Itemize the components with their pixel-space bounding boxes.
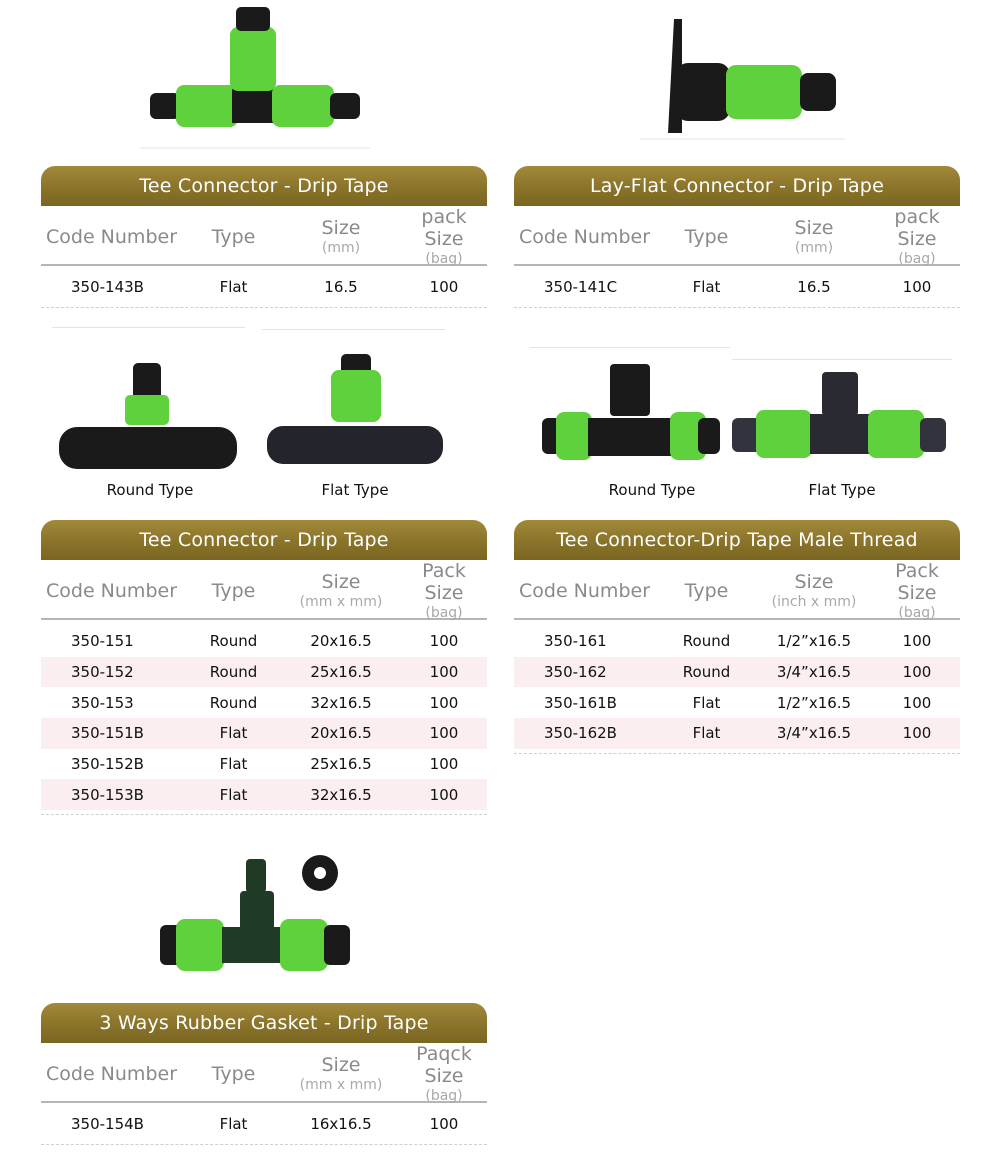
cell-size: 25x16.5 — [310, 755, 372, 774]
cell-pack: 100 — [429, 663, 459, 682]
cell-type: Flat — [219, 278, 248, 297]
cell-code: 350-154B — [71, 1115, 144, 1134]
cell-size: 1/2”x16.5 — [776, 632, 852, 651]
header-pack: Pack Size — [895, 560, 939, 604]
cell-size: 20x16.5 — [310, 724, 372, 743]
cell-type: Round — [209, 663, 258, 682]
cell-size: 32x16.5 — [310, 693, 372, 712]
cell-code: 350-153 — [71, 693, 134, 712]
caption-flat-type: Flat Type — [808, 481, 876, 499]
header-size: Size — [794, 217, 834, 239]
table-row — [514, 657, 960, 688]
cell-code: 350-161B — [544, 693, 617, 712]
header-size: Size — [321, 217, 361, 239]
cell-size: 25x16.5 — [310, 663, 372, 682]
cell-code: 350-151 — [71, 632, 134, 651]
cell-type: Round — [209, 693, 258, 712]
cell-pack: 100 — [429, 785, 459, 804]
cell-size: 20x16.5 — [310, 632, 372, 651]
section-title: Tee Connector - Drip Tape — [41, 520, 487, 560]
table-row — [41, 718, 487, 749]
cell-type: Round — [682, 663, 731, 682]
header-size: Size — [321, 571, 361, 593]
flat-tee-photo — [265, 350, 445, 470]
table-header — [41, 1043, 487, 1103]
product-table-rubber-gasket — [41, 1003, 487, 1145]
cell-size: 16.5 — [324, 278, 358, 297]
cell-pack: 100 — [429, 632, 459, 651]
product-table-lay-flat-connector — [514, 166, 960, 308]
cell-size: 32x16.5 — [310, 785, 372, 804]
header-size: Size — [321, 1054, 361, 1076]
cell-size: 16x16.5 — [310, 1115, 372, 1134]
header-size-unit: (mm) — [321, 240, 361, 256]
cell-size: 3/4”x16.5 — [776, 724, 852, 743]
cell-type: Flat — [219, 785, 248, 804]
header-pack-unit: (bag) — [425, 1088, 463, 1104]
cell-code: 350-161 — [544, 632, 607, 651]
table-row — [41, 687, 487, 718]
header-type: Type — [684, 226, 729, 248]
cell-pack: 100 — [429, 724, 459, 743]
table-row — [514, 626, 960, 657]
header-pack-unit: (bag) — [898, 251, 936, 267]
caption-round-type: Round Type — [608, 481, 696, 499]
header-size-unit: (inch x mm) — [771, 594, 857, 610]
header-pack: Pack Size — [422, 560, 466, 604]
header-code: Code Number — [46, 580, 178, 602]
table-row — [41, 779, 487, 810]
header-type: Type — [211, 1063, 256, 1085]
caption-round-type: Round Type — [106, 481, 194, 499]
cell-type: Flat — [692, 724, 721, 743]
cell-size: 3/4”x16.5 — [776, 663, 852, 682]
header-pack: pack Size — [894, 206, 940, 250]
header-code: Code Number — [46, 1063, 178, 1085]
product-table-male-thread — [514, 520, 960, 754]
table-header — [514, 560, 960, 620]
cell-code: 350-162 — [544, 663, 607, 682]
cell-type: Flat — [219, 755, 248, 774]
header-pack-unit: (bag) — [425, 605, 463, 621]
header-size-unit: (mm) — [794, 240, 834, 256]
header-code: Code Number — [46, 226, 178, 248]
cell-pack: 100 — [902, 693, 932, 712]
cell-pack: 100 — [429, 278, 459, 297]
cell-code: 350-162B — [544, 724, 617, 743]
header-type: Type — [684, 580, 729, 602]
cell-code: 350-143B — [71, 278, 144, 297]
cell-code: 350-152 — [71, 663, 134, 682]
cell-type: Round — [209, 632, 258, 651]
rubber-gasket-tee-photo — [150, 855, 370, 985]
header-type: Type — [211, 226, 256, 248]
header-code: Code Number — [519, 226, 651, 248]
header-size: Size — [794, 571, 834, 593]
product-table-tee-connector — [41, 166, 487, 308]
table-header — [41, 206, 487, 266]
cell-pack: 100 — [902, 724, 932, 743]
tee-connector-photo — [140, 5, 370, 150]
table-row — [41, 749, 487, 780]
table-row — [514, 718, 960, 749]
cell-pack: 100 — [902, 278, 932, 297]
section-title: Lay-Flat Connector - Drip Tape — [514, 166, 960, 206]
cell-size: 16.5 — [797, 278, 831, 297]
header-pack-unit: (bag) — [425, 251, 463, 267]
cell-code: 350-152B — [71, 755, 144, 774]
table-row — [514, 272, 960, 303]
section-title: 3 Ways Rubber Gasket - Drip Tape — [41, 1003, 487, 1043]
caption-flat-type: Flat Type — [321, 481, 389, 499]
header-code: Code Number — [519, 580, 651, 602]
table-header — [41, 560, 487, 620]
table-row — [41, 1109, 487, 1140]
cell-size: 1/2”x16.5 — [776, 693, 852, 712]
cell-type: Round — [682, 632, 731, 651]
male-thread-flat-photo — [730, 370, 950, 465]
cell-type: Flat — [692, 693, 721, 712]
table-row — [41, 657, 487, 688]
table-row — [41, 272, 487, 303]
cell-pack: 100 — [902, 632, 932, 651]
section-title: Tee Connector-Drip Tape Male Thread — [514, 520, 960, 560]
product-table-tee-connector-barbed — [41, 520, 487, 815]
header-size-unit: (mm x mm) — [299, 1077, 383, 1093]
cell-pack: 100 — [429, 1115, 459, 1134]
cell-pack: 100 — [429, 755, 459, 774]
male-thread-round-photo — [538, 360, 723, 465]
cell-pack: 100 — [902, 663, 932, 682]
cell-type: Flat — [219, 1115, 248, 1134]
table-row — [514, 687, 960, 718]
lay-flat-connector-photo — [640, 15, 845, 141]
header-pack-unit: (bag) — [898, 605, 936, 621]
header-pack: pack Size — [421, 206, 467, 250]
cell-code: 350-153B — [71, 785, 144, 804]
section-title: Tee Connector - Drip Tape — [41, 166, 487, 206]
cell-pack: 100 — [429, 693, 459, 712]
cell-type: Flat — [692, 278, 721, 297]
table-header — [514, 206, 960, 266]
cell-code: 350-151B — [71, 724, 144, 743]
cell-type: Flat — [219, 724, 248, 743]
round-tee-photo — [55, 355, 240, 475]
cell-code: 350-141C — [544, 278, 618, 297]
table-row — [41, 626, 487, 657]
header-pack: Paqck Size — [416, 1043, 472, 1087]
header-size-unit: (mm x mm) — [299, 594, 383, 610]
header-type: Type — [211, 580, 256, 602]
